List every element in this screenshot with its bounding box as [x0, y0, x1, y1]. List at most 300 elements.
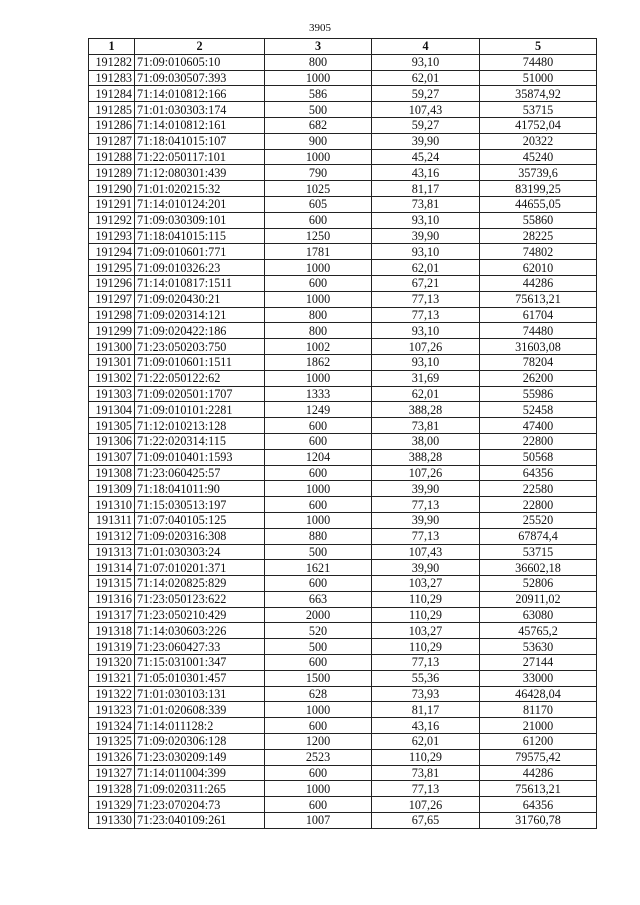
table-row: [89, 260, 597, 276]
area-cell: 500: [265, 544, 372, 560]
value-cell: 20911,02: [480, 591, 597, 607]
area-cell: 600: [265, 275, 372, 291]
value-cell: 20322: [480, 133, 597, 149]
row-id-cell: 191290: [89, 181, 135, 197]
value-cell: 31760,78: [480, 813, 597, 829]
table-body: [89, 54, 597, 828]
rate-cell: 73,81: [372, 196, 480, 212]
table-row: [89, 117, 597, 133]
value-cell: 22800: [480, 433, 597, 449]
row-id-cell: 191315: [89, 576, 135, 592]
table-row: [89, 497, 597, 513]
rate-cell: 62,01: [372, 386, 480, 402]
area-cell: 520: [265, 623, 372, 639]
area-cell: 1000: [265, 149, 372, 165]
area-cell: 600: [265, 433, 372, 449]
row-id-cell: 191320: [89, 655, 135, 671]
value-cell: 55986: [480, 386, 597, 402]
value-cell: 75613,21: [480, 781, 597, 797]
column-header: 1: [89, 39, 135, 55]
area-cell: 1621: [265, 560, 372, 576]
table-row: [89, 734, 597, 750]
area-cell: 1000: [265, 291, 372, 307]
rate-cell: 67,65: [372, 813, 480, 829]
cadastral-number-cell: 71:09:030309:101: [135, 212, 265, 228]
table-row: [89, 275, 597, 291]
area-cell: 605: [265, 196, 372, 212]
value-cell: 41752,04: [480, 117, 597, 133]
cadastral-number-cell: 71:23:040109:261: [135, 813, 265, 829]
value-cell: 61704: [480, 307, 597, 323]
table-row: [89, 512, 597, 528]
value-cell: 52806: [480, 576, 597, 592]
area-cell: 800: [265, 307, 372, 323]
cadastral-number-cell: 71:09:030507:393: [135, 70, 265, 86]
cadastral-number-cell: 71:18:041015:115: [135, 228, 265, 244]
row-id-cell: 191282: [89, 54, 135, 70]
row-id-cell: 191313: [89, 544, 135, 560]
value-cell: 27144: [480, 655, 597, 671]
rate-cell: 45,24: [372, 149, 480, 165]
cadastral-number-cell: 71:09:010326:23: [135, 260, 265, 276]
cadastral-number-cell: 71:14:020825:829: [135, 576, 265, 592]
cadastral-number-cell: 71:14:010817:1511: [135, 275, 265, 291]
data-table: [88, 38, 597, 829]
row-id-cell: 191283: [89, 70, 135, 86]
row-id-cell: 191292: [89, 212, 135, 228]
table-row: [89, 149, 597, 165]
row-id-cell: 191314: [89, 560, 135, 576]
area-cell: 1000: [265, 481, 372, 497]
area-cell: 1500: [265, 670, 372, 686]
row-id-cell: 191311: [89, 512, 135, 528]
value-cell: 78204: [480, 354, 597, 370]
table-row: [89, 402, 597, 418]
area-cell: 1204: [265, 449, 372, 465]
table-row: [89, 196, 597, 212]
value-cell: 28225: [480, 228, 597, 244]
value-cell: 46428,04: [480, 686, 597, 702]
value-cell: 26200: [480, 370, 597, 386]
row-id-cell: 191329: [89, 797, 135, 813]
area-cell: 800: [265, 54, 372, 70]
area-cell: 1000: [265, 781, 372, 797]
table-row: [89, 560, 597, 576]
area-cell: 900: [265, 133, 372, 149]
rate-cell: 107,43: [372, 544, 480, 560]
table-row: [89, 323, 597, 339]
cadastral-number-cell: 71:09:010101:2281: [135, 402, 265, 418]
table-row: [89, 591, 597, 607]
table-row: [89, 70, 597, 86]
row-id-cell: 191328: [89, 781, 135, 797]
area-cell: 600: [265, 465, 372, 481]
value-cell: 74480: [480, 323, 597, 339]
table-row: [89, 623, 597, 639]
value-cell: 47400: [480, 418, 597, 434]
row-id-cell: 191323: [89, 702, 135, 718]
area-cell: 1250: [265, 228, 372, 244]
row-id-cell: 191302: [89, 370, 135, 386]
table-row: [89, 765, 597, 781]
value-cell: 55860: [480, 212, 597, 228]
value-cell: 83199,25: [480, 181, 597, 197]
cadastral-number-cell: 71:09:020430:21: [135, 291, 265, 307]
area-cell: 1000: [265, 370, 372, 386]
rate-cell: 73,93: [372, 686, 480, 702]
value-cell: 63080: [480, 607, 597, 623]
area-cell: 600: [265, 718, 372, 734]
table-row: [89, 339, 597, 355]
cadastral-number-cell: 71:22:050122:62: [135, 370, 265, 386]
area-cell: 600: [265, 655, 372, 671]
table-row: [89, 418, 597, 434]
cadastral-number-cell: 71:14:010124:201: [135, 196, 265, 212]
cadastral-number-cell: 71:23:060425:57: [135, 465, 265, 481]
rate-cell: 93,10: [372, 244, 480, 260]
table-row: [89, 749, 597, 765]
cadastral-number-cell: 71:07:010201:371: [135, 560, 265, 576]
row-id-cell: 191317: [89, 607, 135, 623]
rate-cell: 73,81: [372, 418, 480, 434]
row-id-cell: 191322: [89, 686, 135, 702]
area-cell: 2000: [265, 607, 372, 623]
cadastral-number-cell: 71:18:041011:90: [135, 481, 265, 497]
value-cell: 62010: [480, 260, 597, 276]
area-cell: 2523: [265, 749, 372, 765]
row-id-cell: 191326: [89, 749, 135, 765]
value-cell: 36602,18: [480, 560, 597, 576]
row-id-cell: 191316: [89, 591, 135, 607]
cadastral-number-cell: 71:12:080301:439: [135, 165, 265, 181]
area-cell: 880: [265, 528, 372, 544]
table-row: [89, 576, 597, 592]
cadastral-number-cell: 71:15:030513:197: [135, 497, 265, 513]
table-row: [89, 718, 597, 734]
area-cell: 1249: [265, 402, 372, 418]
rate-cell: 77,13: [372, 655, 480, 671]
table-row: [89, 813, 597, 829]
cadastral-number-cell: 71:14:011004:399: [135, 765, 265, 781]
table-row: [89, 528, 597, 544]
cadastral-number-cell: 71:14:010812:161: [135, 117, 265, 133]
area-cell: 1333: [265, 386, 372, 402]
area-cell: 628: [265, 686, 372, 702]
cadastral-number-cell: 71:14:030603:226: [135, 623, 265, 639]
rate-cell: 39,90: [372, 228, 480, 244]
value-cell: 22800: [480, 497, 597, 513]
area-cell: 682: [265, 117, 372, 133]
cadastral-number-cell: 71:09:010601:1511: [135, 354, 265, 370]
rate-cell: 62,01: [372, 734, 480, 750]
value-cell: 75613,21: [480, 291, 597, 307]
rate-cell: 77,13: [372, 291, 480, 307]
row-id-cell: 191310: [89, 497, 135, 513]
rate-cell: 62,01: [372, 260, 480, 276]
table-row: [89, 102, 597, 118]
area-cell: 1000: [265, 702, 372, 718]
cadastral-number-cell: 71:07:040105:125: [135, 512, 265, 528]
area-cell: 1781: [265, 244, 372, 260]
rate-cell: 59,27: [372, 86, 480, 102]
rate-cell: 39,90: [372, 133, 480, 149]
rate-cell: 77,13: [372, 307, 480, 323]
row-id-cell: 191297: [89, 291, 135, 307]
rate-cell: 38,00: [372, 433, 480, 449]
rate-cell: 39,90: [372, 512, 480, 528]
table-row: [89, 370, 597, 386]
row-id-cell: 191298: [89, 307, 135, 323]
value-cell: 35739,6: [480, 165, 597, 181]
table-row: [89, 307, 597, 323]
cadastral-number-cell: 71:05:010301:457: [135, 670, 265, 686]
row-id-cell: 191325: [89, 734, 135, 750]
value-cell: 53715: [480, 544, 597, 560]
area-cell: 1002: [265, 339, 372, 355]
cadastral-number-cell: 71:09:020422:186: [135, 323, 265, 339]
cadastral-number-cell: 71:14:011128:2: [135, 718, 265, 734]
area-cell: 500: [265, 102, 372, 118]
row-id-cell: 191319: [89, 639, 135, 655]
value-cell: 67874,4: [480, 528, 597, 544]
rate-cell: 43,16: [372, 165, 480, 181]
row-id-cell: 191306: [89, 433, 135, 449]
rate-cell: 39,90: [372, 560, 480, 576]
value-cell: 64356: [480, 797, 597, 813]
value-cell: 52458: [480, 402, 597, 418]
row-id-cell: 191289: [89, 165, 135, 181]
table-row: [89, 702, 597, 718]
value-cell: 25520: [480, 512, 597, 528]
row-id-cell: 191321: [89, 670, 135, 686]
cadastral-number-cell: 71:23:050210:429: [135, 607, 265, 623]
cadastral-number-cell: 71:09:010605:10: [135, 54, 265, 70]
value-cell: 53630: [480, 639, 597, 655]
row-id-cell: 191307: [89, 449, 135, 465]
rate-cell: 107,43: [372, 102, 480, 118]
column-header: 5: [480, 39, 597, 55]
cadastral-number-cell: 71:18:041015:107: [135, 133, 265, 149]
rate-cell: 81,17: [372, 181, 480, 197]
rate-cell: 93,10: [372, 212, 480, 228]
table-row: [89, 165, 597, 181]
area-cell: 600: [265, 418, 372, 434]
rate-cell: 110,29: [372, 607, 480, 623]
rate-cell: 388,28: [372, 402, 480, 418]
area-cell: 500: [265, 639, 372, 655]
row-id-cell: 191303: [89, 386, 135, 402]
value-cell: 33000: [480, 670, 597, 686]
area-cell: 586: [265, 86, 372, 102]
area-cell: 1000: [265, 512, 372, 528]
rate-cell: 77,13: [372, 497, 480, 513]
row-id-cell: 191324: [89, 718, 135, 734]
rate-cell: 39,90: [372, 481, 480, 497]
value-cell: 51000: [480, 70, 597, 86]
area-cell: 790: [265, 165, 372, 181]
cadastral-number-cell: 71:15:031001:347: [135, 655, 265, 671]
table-row: [89, 481, 597, 497]
row-id-cell: 191318: [89, 623, 135, 639]
cadastral-number-cell: 71:01:030303:24: [135, 544, 265, 560]
table-row: [89, 797, 597, 813]
rate-cell: 73,81: [372, 765, 480, 781]
table-row: [89, 354, 597, 370]
area-cell: 600: [265, 765, 372, 781]
rate-cell: 67,21: [372, 275, 480, 291]
row-id-cell: 191301: [89, 354, 135, 370]
column-header: 2: [135, 39, 265, 55]
rate-cell: 93,10: [372, 323, 480, 339]
value-cell: 61200: [480, 734, 597, 750]
row-id-cell: 191287: [89, 133, 135, 149]
cadastral-number-cell: 71:09:020311:265: [135, 781, 265, 797]
table-row: [89, 54, 597, 70]
cadastral-number-cell: 71:09:020314:121: [135, 307, 265, 323]
value-cell: 45765,2: [480, 623, 597, 639]
rate-cell: 93,10: [372, 354, 480, 370]
area-cell: 600: [265, 497, 372, 513]
rate-cell: 77,13: [372, 528, 480, 544]
area-cell: 1200: [265, 734, 372, 750]
rate-cell: 110,29: [372, 591, 480, 607]
rate-cell: 81,17: [372, 702, 480, 718]
row-id-cell: 191291: [89, 196, 135, 212]
value-cell: 44286: [480, 275, 597, 291]
table-row: [89, 607, 597, 623]
row-id-cell: 191293: [89, 228, 135, 244]
value-cell: 44286: [480, 765, 597, 781]
table-row: [89, 228, 597, 244]
table-row: [89, 244, 597, 260]
row-id-cell: 191286: [89, 117, 135, 133]
rate-cell: 93,10: [372, 54, 480, 70]
table-row: [89, 133, 597, 149]
table-row: [89, 86, 597, 102]
value-cell: 45240: [480, 149, 597, 165]
value-cell: 22580: [480, 481, 597, 497]
row-id-cell: 191296: [89, 275, 135, 291]
row-id-cell: 191309: [89, 481, 135, 497]
cadastral-number-cell: 71:01:030303:174: [135, 102, 265, 118]
rate-cell: 107,26: [372, 797, 480, 813]
row-id-cell: 191312: [89, 528, 135, 544]
cadastral-number-cell: 71:01:020608:339: [135, 702, 265, 718]
value-cell: 64356: [480, 465, 597, 481]
rate-cell: 43,16: [372, 718, 480, 734]
row-id-cell: 191330: [89, 813, 135, 829]
cadastral-number-cell: 71:23:070204:73: [135, 797, 265, 813]
table-row: [89, 291, 597, 307]
area-cell: 600: [265, 212, 372, 228]
cadastral-number-cell: 71:12:010213:128: [135, 418, 265, 434]
row-id-cell: 191305: [89, 418, 135, 434]
area-cell: 1862: [265, 354, 372, 370]
value-cell: 35874,92: [480, 86, 597, 102]
column-header: 3: [265, 39, 372, 55]
cadastral-number-cell: 71:23:050203:750: [135, 339, 265, 355]
row-id-cell: 191288: [89, 149, 135, 165]
table-row: [89, 181, 597, 197]
area-cell: 600: [265, 797, 372, 813]
value-cell: 44655,05: [480, 196, 597, 212]
value-cell: 81170: [480, 702, 597, 718]
row-id-cell: 191304: [89, 402, 135, 418]
rate-cell: 110,29: [372, 639, 480, 655]
table-row: [89, 686, 597, 702]
cadastral-number-cell: 71:22:020314:115: [135, 433, 265, 449]
row-id-cell: 191285: [89, 102, 135, 118]
value-cell: 79575,42: [480, 749, 597, 765]
cadastral-number-cell: 71:09:010601:771: [135, 244, 265, 260]
cadastral-number-cell: 71:01:030103:131: [135, 686, 265, 702]
area-cell: 1000: [265, 260, 372, 276]
rate-cell: 77,13: [372, 781, 480, 797]
rate-cell: 107,26: [372, 339, 480, 355]
value-cell: 74802: [480, 244, 597, 260]
rate-cell: 388,28: [372, 449, 480, 465]
cadastral-number-cell: 71:09:010401:1593: [135, 449, 265, 465]
cadastral-number-cell: 71:23:060427:33: [135, 639, 265, 655]
cadastral-number-cell: 71:09:020501:1707: [135, 386, 265, 402]
rate-cell: 55,36: [372, 670, 480, 686]
cadastral-number-cell: 71:09:020306:128: [135, 734, 265, 750]
table-row: [89, 544, 597, 560]
table-row: [89, 212, 597, 228]
cadastral-number-cell: 71:01:020215:32: [135, 181, 265, 197]
rate-cell: 103,27: [372, 623, 480, 639]
value-cell: 21000: [480, 718, 597, 734]
table-row: [89, 465, 597, 481]
rate-cell: 107,26: [372, 465, 480, 481]
rate-cell: 103,27: [372, 576, 480, 592]
row-id-cell: 191295: [89, 260, 135, 276]
rate-cell: 110,29: [372, 749, 480, 765]
row-id-cell: 191327: [89, 765, 135, 781]
area-cell: 663: [265, 591, 372, 607]
area-cell: 1025: [265, 181, 372, 197]
table-row: [89, 670, 597, 686]
cadastral-number-cell: 71:14:010812:166: [135, 86, 265, 102]
cadastral-number-cell: 71:23:030209:149: [135, 749, 265, 765]
table-row: [89, 449, 597, 465]
rate-cell: 62,01: [372, 70, 480, 86]
cadastral-number-cell: 71:22:050117:101: [135, 149, 265, 165]
page-number: 3905: [309, 22, 331, 34]
area-cell: 1007: [265, 813, 372, 829]
rate-cell: 31,69: [372, 370, 480, 386]
area-cell: 1000: [265, 70, 372, 86]
row-id-cell: 191294: [89, 244, 135, 260]
table-row: [89, 781, 597, 797]
table-row: [89, 386, 597, 402]
table-row: [89, 639, 597, 655]
header-row: [89, 39, 597, 55]
row-id-cell: 191300: [89, 339, 135, 355]
table-row: [89, 433, 597, 449]
row-id-cell: 191308: [89, 465, 135, 481]
area-cell: 600: [265, 576, 372, 592]
row-id-cell: 191284: [89, 86, 135, 102]
cadastral-number-cell: 71:23:050123:622: [135, 591, 265, 607]
value-cell: 53715: [480, 102, 597, 118]
value-cell: 31603,08: [480, 339, 597, 355]
area-cell: 800: [265, 323, 372, 339]
column-header: 4: [372, 39, 480, 55]
value-cell: 74480: [480, 54, 597, 70]
value-cell: 50568: [480, 449, 597, 465]
cadastral-number-cell: 71:09:020316:308: [135, 528, 265, 544]
